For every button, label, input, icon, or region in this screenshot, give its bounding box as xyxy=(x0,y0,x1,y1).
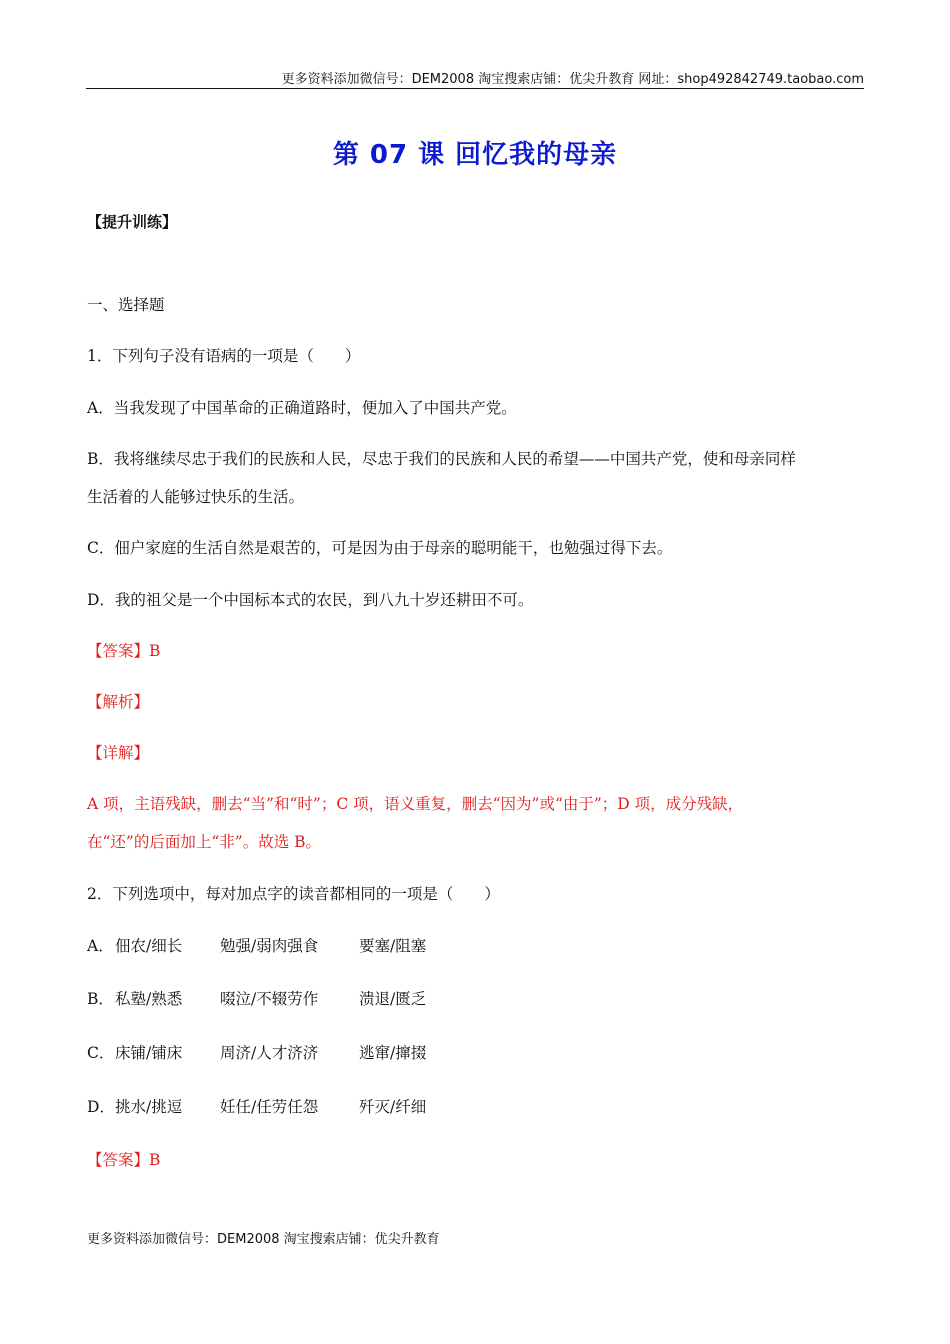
option-item: 私塾/熟悉 xyxy=(115,990,183,1008)
option-item: 逃窜/撺掇 xyxy=(359,1044,427,1062)
q2-stem: 2．下列选项中，每对加点字的读音都相同的一项是（ ） xyxy=(87,885,500,903)
q1-stem: 1．下列句子没有语病的一项是（ ） xyxy=(87,347,361,365)
option-item: 勉强/弱肉强食 xyxy=(220,937,319,955)
option-item: 周济/人才济济 xyxy=(220,1044,319,1062)
part-heading: 一、选择题 xyxy=(87,296,165,314)
q2-option-d xyxy=(87,1097,427,1117)
q2-option-a xyxy=(87,936,427,956)
option-item: 歼灭/纤细 xyxy=(359,1098,427,1116)
section-label: 【提升训练】 xyxy=(87,213,178,231)
option-label: B． xyxy=(87,990,114,1008)
option-item: 啜泣/不辍劳作 xyxy=(220,990,319,1008)
option-label: D． xyxy=(87,1098,115,1116)
option-item: 挑水/挑逗 xyxy=(115,1098,183,1116)
q1-option-b-line2: 生活着的人能够过快乐的生活。 xyxy=(87,488,305,506)
q1-detail-label: 【详解】 xyxy=(87,744,150,762)
q2-answer: 【答案】B xyxy=(87,1151,161,1169)
document-title: 第 07 课 回忆我的母亲 xyxy=(332,140,618,170)
q1-detail-line2: 在“还”的后面加上“非”。故选 B。 xyxy=(87,833,322,851)
q1-option-a: A．当我发现了中国革命的正确道路时，便加入了中国共产党。 xyxy=(87,399,517,417)
page-header: 更多资料添加微信号：DEM2008 淘宝搜索店铺：优尖升教育 网址：shop492842749.taobao.com xyxy=(281,72,864,87)
option-label: C． xyxy=(87,1044,115,1062)
option-label: A． xyxy=(87,937,114,955)
q1-answer: 【答案】B xyxy=(87,642,161,660)
q1-detail-line1: A 项，主语残缺，删去“当”和“时”；C 项，语义重复，删去“因为”或“由于”；D 项，成分残缺， xyxy=(87,795,744,813)
q2-option-b xyxy=(87,989,427,1009)
option-item: 床铺/铺床 xyxy=(115,1044,183,1062)
header-rule xyxy=(86,88,864,89)
q1-option-c: C．佃户家庭的生活自然是艰苦的，可是因为由于母亲的聪明能干，也勉强过得下去。 xyxy=(87,539,673,557)
q1-analysis-label: 【解析】 xyxy=(87,693,150,711)
option-item: 佃农/细长 xyxy=(115,937,183,955)
option-item: 要塞/阻塞 xyxy=(359,937,427,955)
option-item: 溃退/匮乏 xyxy=(359,990,427,1008)
q1-option-b-line1: B．我将继续尽忠于我们的民族和人民，尽忠于我们的民族和人民的希望——中国共产党，使和母亲同样 xyxy=(87,450,796,468)
q2-option-c xyxy=(87,1043,427,1063)
option-item: 妊任/任劳任怨 xyxy=(220,1098,319,1116)
q1-option-d: D．我的祖父是一个中国标本式的农民，到八九十岁还耕田不可。 xyxy=(87,591,534,609)
page-footer: 更多资料添加微信号：DEM2008 淘宝搜索店铺：优尖升教育 xyxy=(87,1232,440,1247)
